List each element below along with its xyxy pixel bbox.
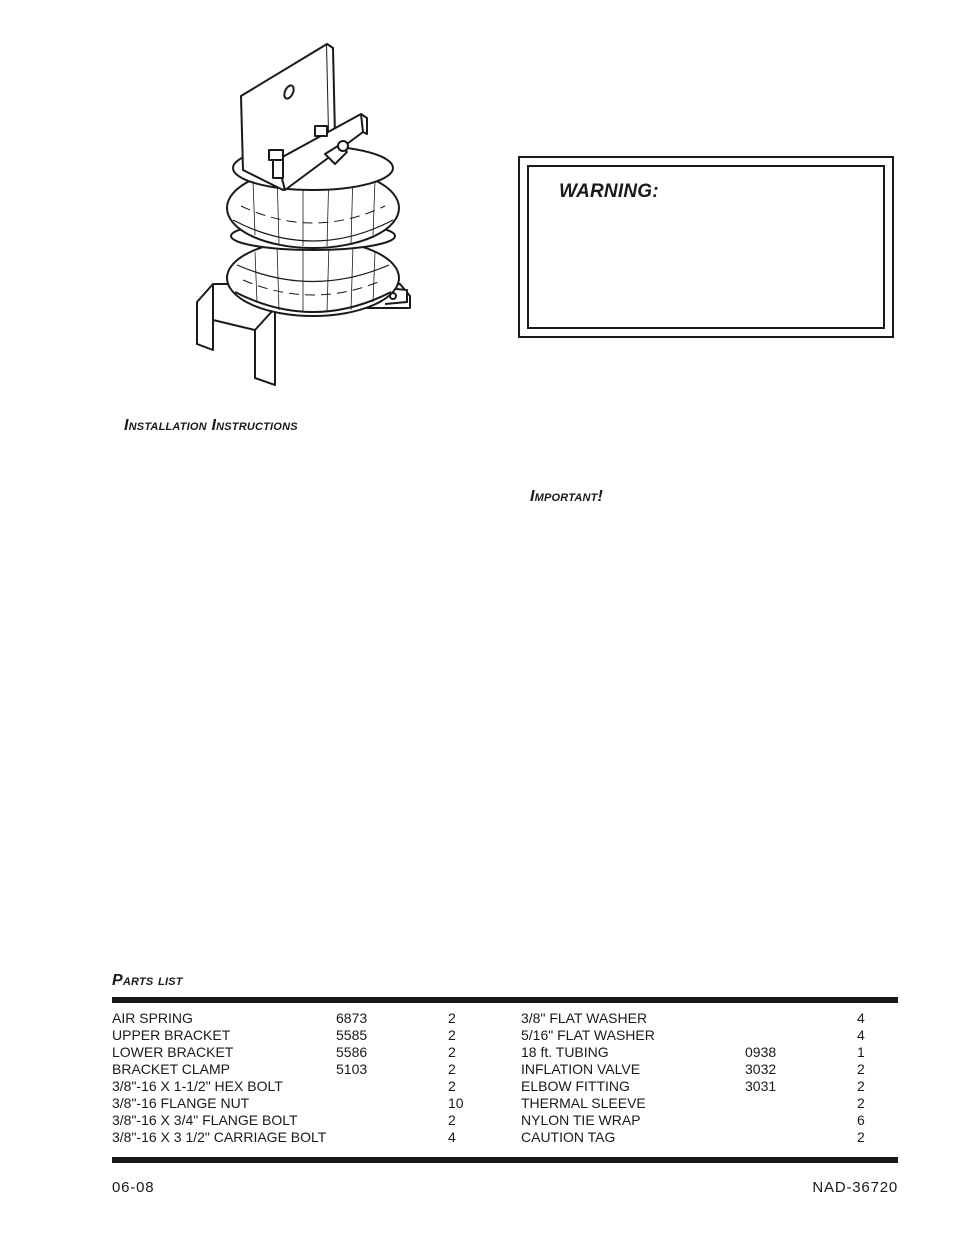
part-name: 18 ft. TUBING [521, 1044, 609, 1060]
part-name: AIR SPRING [112, 1010, 193, 1026]
part-quantity: 4 [857, 1010, 865, 1026]
part-name: UPPER BRACKET [112, 1027, 231, 1043]
part-quantity: 1 [857, 1044, 865, 1060]
part-name: 3/8"-16 X 1-1/2" HEX BOLT [112, 1078, 283, 1094]
parts-list-right-column [521, 1010, 881, 1150]
part-number: 3031 [745, 1078, 777, 1094]
part-quantity: 2 [448, 1061, 456, 1077]
part-quantity: 4 [857, 1027, 865, 1043]
parts-row [112, 1112, 492, 1129]
part-number: 3032 [745, 1061, 777, 1077]
parts-row [521, 1095, 881, 1112]
parts-row [112, 1010, 492, 1027]
part-name: 3/8"-16 FLANGE NUT [112, 1095, 250, 1111]
part-name: NYLON TIE WRAP [521, 1112, 641, 1128]
part-number: 6873 [336, 1010, 368, 1026]
installation-instructions-heading: Installation Instructions [124, 417, 298, 434]
part-quantity: 10 [448, 1095, 464, 1111]
part-name: 3/8"-16 X 3 1/2" CARRIAGE BOLT [112, 1129, 327, 1145]
warning-box [518, 156, 894, 338]
important-heading: Important! [530, 488, 604, 505]
part-name: 5/16" FLAT WASHER [521, 1027, 655, 1043]
part-quantity: 6 [857, 1112, 865, 1128]
part-quantity: 2 [448, 1044, 456, 1060]
part-name: 3/8"-16 X 3/4" FLANGE BOLT [112, 1112, 298, 1128]
part-quantity: 2 [857, 1095, 865, 1111]
part-name: BRACKET CLAMP [112, 1061, 230, 1077]
parts-list-bottom-rule [112, 1157, 898, 1163]
parts-row [521, 1129, 881, 1146]
part-quantity: 2 [448, 1112, 456, 1128]
parts-row [521, 1078, 881, 1095]
part-quantity: 2 [857, 1078, 865, 1094]
parts-row [112, 1078, 492, 1095]
part-quantity: 2 [857, 1061, 865, 1077]
part-name: LOWER BRACKET [112, 1044, 234, 1060]
parts-list-top-rule [112, 997, 898, 1003]
part-name: 3/8" FLAT WASHER [521, 1010, 648, 1026]
warning-title: WARNING: [559, 181, 659, 202]
part-name: INFLATION VALVE [521, 1061, 641, 1077]
parts-row [112, 1027, 492, 1044]
air-spring-illustration [185, 40, 425, 390]
part-quantity: 2 [448, 1078, 456, 1094]
part-quantity: 2 [448, 1010, 456, 1026]
part-name: CAUTION TAG [521, 1129, 616, 1145]
part-quantity: 4 [448, 1129, 456, 1145]
parts-list-heading: Parts list [112, 972, 183, 989]
warning-box-inner-border [527, 165, 885, 329]
footer-date: 06-08 [112, 1179, 155, 1196]
parts-row [521, 1044, 881, 1061]
parts-row [112, 1061, 492, 1078]
part-name: ELBOW FITTING [521, 1078, 630, 1094]
parts-row [521, 1010, 881, 1027]
part-number: 5585 [336, 1027, 368, 1043]
parts-row [112, 1129, 492, 1146]
parts-row [521, 1112, 881, 1129]
parts-row [521, 1027, 881, 1044]
footer-document-code: NAD-36720 [812, 1179, 898, 1196]
part-number: 0938 [745, 1044, 777, 1060]
part-name: THERMAL SLEEVE [521, 1095, 646, 1111]
part-quantity: 2 [448, 1027, 456, 1043]
parts-list-left-column [112, 1010, 492, 1150]
part-number: 5103 [336, 1061, 368, 1077]
parts-row [521, 1061, 881, 1078]
part-number: 5586 [336, 1044, 368, 1060]
parts-row [112, 1044, 492, 1061]
parts-row [112, 1095, 492, 1112]
part-quantity: 2 [857, 1129, 865, 1145]
